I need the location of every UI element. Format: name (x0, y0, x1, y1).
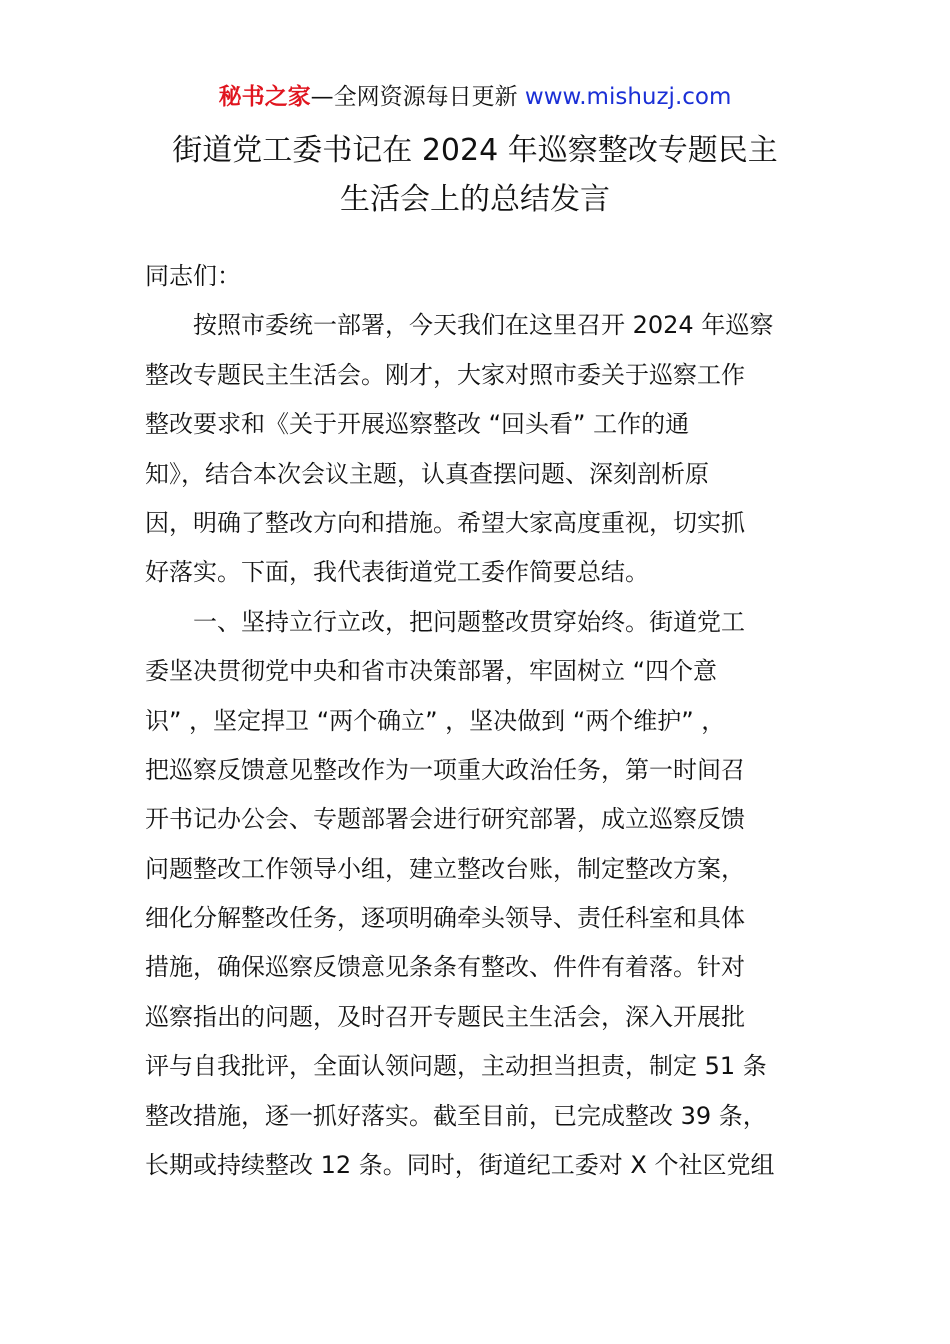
body-line: 委坚决贯彻党中央和省市决策部署，牢固树立 “四个意 (145, 657, 718, 686)
body-line: 巡察指出的问题，及时召开专题民主生活会，深入开展批 (145, 1002, 745, 1031)
section-one-line: 一、坚持立行立改，把问题整改贯穿始终。街道党工 (193, 607, 745, 636)
body-line: 问题整改工作领导小组，建立整改台账，制定整改方案， (145, 854, 745, 883)
salutation: 同志们： (145, 262, 241, 290)
body-line: 把巡察反馈意见整改作为一项重大政治任务，第一时间召 (145, 755, 745, 784)
body-line: 长期或持续整改 12 条。同时，街道纪工委对 X 个社区党组 (145, 1151, 775, 1180)
body-line: 开书记办公会、专题部署会进行研究部署，成立巡察反馈 (145, 805, 745, 834)
site-brand: 秘书之家 (218, 84, 311, 110)
site-header (0, 80, 950, 114)
body-line: 评与自我批评，全面认领问题，主动担当担责，制定 51 条 (145, 1052, 767, 1081)
site-url[interactable]: www.mishuzj.com (524, 84, 732, 110)
body-line: 整改专题民主生活会。刚才，大家对照市委关于巡察工作 (145, 360, 745, 389)
title-line-1: 街道党工委书记在 2024 年巡察整改专题民主 (172, 133, 778, 168)
body-line: 按照市委统一部署，今天我们在这里召开 2024 年巡察 (193, 311, 774, 340)
body-line: 识” ，坚定捍卫 “两个确立” ，坚决做到 “两个维护” ， (145, 706, 726, 735)
site-tagline: —全网资源每日更新 (310, 84, 525, 110)
body-line: 整改要求和《关于开展巡察整改 “回头看” 工作的通 (145, 410, 690, 439)
title-line-2: 生活会上的总结发言 (340, 182, 610, 217)
body-line: 好落实。下面，我代表街道党工委作简要总结。 (145, 558, 649, 587)
body-line: 知》，结合本次会议主题，认真查摆问题、深刻剖析原 (145, 459, 709, 488)
document-title (100, 126, 850, 224)
body-line: 整改措施，逐一抓好落实。截至目前，已完成整改 39 条， (145, 1101, 767, 1130)
body-line: 细化分解整改任务，逐项明确牵头领导、责任科室和具体 (145, 904, 745, 933)
body-line: 因，明确了整改方向和措施。希望大家高度重视，切实抓 (145, 508, 745, 537)
document-body (145, 252, 810, 1190)
body-line: 措施，确保巡察反馈意见条条有整改、件件有着落。针对 (145, 953, 745, 982)
